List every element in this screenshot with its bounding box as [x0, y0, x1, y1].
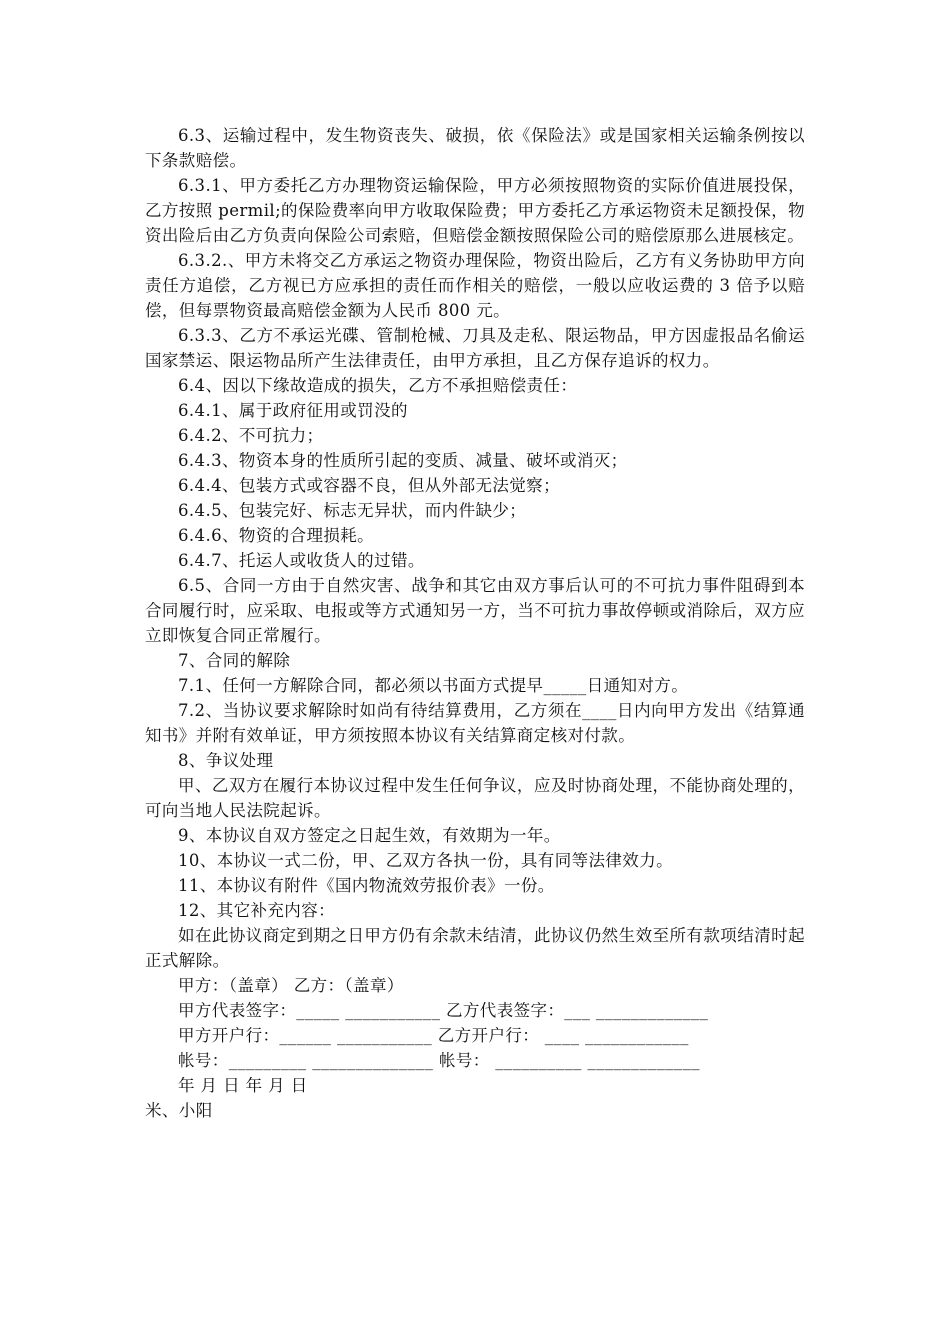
clause-6-3-2: 6.3.2.、甲方未将交乙方承运之物资办理保险，物资出险后，乙方有义务协助甲方向责任方追偿，乙方视已方应承担的责任而作相关的赔偿，一般以应收运费的 3 倍予以赔偿，但每票物资最高赔偿金额为人民币 800 元。 — [145, 251, 805, 320]
date-line: 年 月 日 年 月 日 — [178, 1076, 308, 1095]
footer-note: 米、小阳 — [145, 1101, 213, 1120]
clause-10: 10、本协议一式二份，甲、乙双方各执一份，具有同等法律效力。 — [178, 851, 673, 870]
section-7-heading: 7、合同的解除 — [178, 651, 291, 670]
clause-6-4-3: 6.4.3、物资本身的性质所引起的变质、减量、破坏或消灭； — [178, 451, 628, 470]
dispute-clause: 甲、乙双方在履行本协议过程中发生任何争议，应及时协商处理，不能协商处理的，可向当地人民法院起诉。 — [145, 776, 805, 820]
clause-6-4-6: 6.4.6、物资的合理损耗。 — [178, 526, 375, 545]
clause-6-5: 6.5、合同一方由于自然灾害、战争和其它由双方事后认可的不可抗力事件阻碍到本合同履行时，应采取、电报或等方式通知另一方，当不可抗力事故停顿或消除后，双方应立即恢复合同正常履行。 — [145, 576, 805, 645]
clause-7-1: 7.1、任何一方解除合同，都必须以书面方式提早_____日通知对方。 — [178, 676, 689, 695]
clause-6-4-5: 6.4.5、包装完好、标志无异状，而内件缺少； — [178, 501, 527, 520]
signature-line: 甲方代表签字：_____ ___________ 乙方代表签字：___ _____________ — [178, 1001, 709, 1020]
clause-12: 12、其它补充内容： — [178, 901, 335, 920]
clause-6-4-1: 6.4.1、属于政府征用或罚没的 — [178, 401, 408, 420]
clause-7-2: 7.2、当协议要求解除时如尚有待结算费用，乙方须在____日内向甲方发出《结算通知书》并附有效单证，甲方须按照本协议有关结算商定核对付款。 — [145, 701, 805, 745]
account-line: 帐号：_________ ______________ 帐号： __________ _____________ — [178, 1051, 700, 1070]
clause-6-3: 6.3、运输过程中，发生物资丧失、破损，依《保险法》或是国家相关运输条例按以下条款赔偿。 — [145, 126, 805, 170]
clause-6-4: 6.4、因以下缘故造成的损失，乙方不承担赔偿责任： — [178, 376, 578, 395]
clause-6-4-4: 6.4.4、包装方式或容器不良，但从外部无法觉察； — [178, 476, 560, 495]
clause-6-3-1: 6.3.1、甲方委托乙方办理物资运输保险，甲方必须按照物资的实际价值进展投保，乙方按照 permil;的保险费率向甲方收取保险费；甲方委托乙方承运物资未足额投保，物资出险后由乙方负责向保险公司索赔，但赔偿金额按照保险公司的赔偿原那么进展核定。 — [145, 176, 805, 245]
seal-line: 甲方：（盖章） 乙方：（盖章） — [178, 976, 404, 995]
section-8-heading: 8、争议处理 — [178, 751, 274, 770]
clause-6-3-3: 6.3.3、乙方不承运光碟、管制枪械、刀具及走私、限运物品，甲方因虚报品名偷运国家禁运、限运物品所产生法律责任，由甲方承担，且乙方保存追诉的权力。 — [145, 326, 805, 370]
bank-line: 甲方开户行：______ ___________ 乙方开户行： ____ ____________ — [178, 1026, 689, 1045]
supplement-text: 如在此协议商定到期之日甲方仍有余款未结清，此协议仍然生效至所有款项结清时起正式解除。 — [145, 926, 805, 970]
clause-6-4-7: 6.4.7、托运人或收货人的过错。 — [178, 551, 425, 570]
contract-body — [145, 123, 805, 1123]
clause-6-4-2: 6.4.2、不可抗力； — [178, 426, 324, 445]
clause-11: 11、本协议有附件《国内物流效劳报价表》一份。 — [178, 876, 555, 895]
clause-9: 9、本协议自双方签定之日起生效，有效期为一年。 — [178, 826, 561, 845]
